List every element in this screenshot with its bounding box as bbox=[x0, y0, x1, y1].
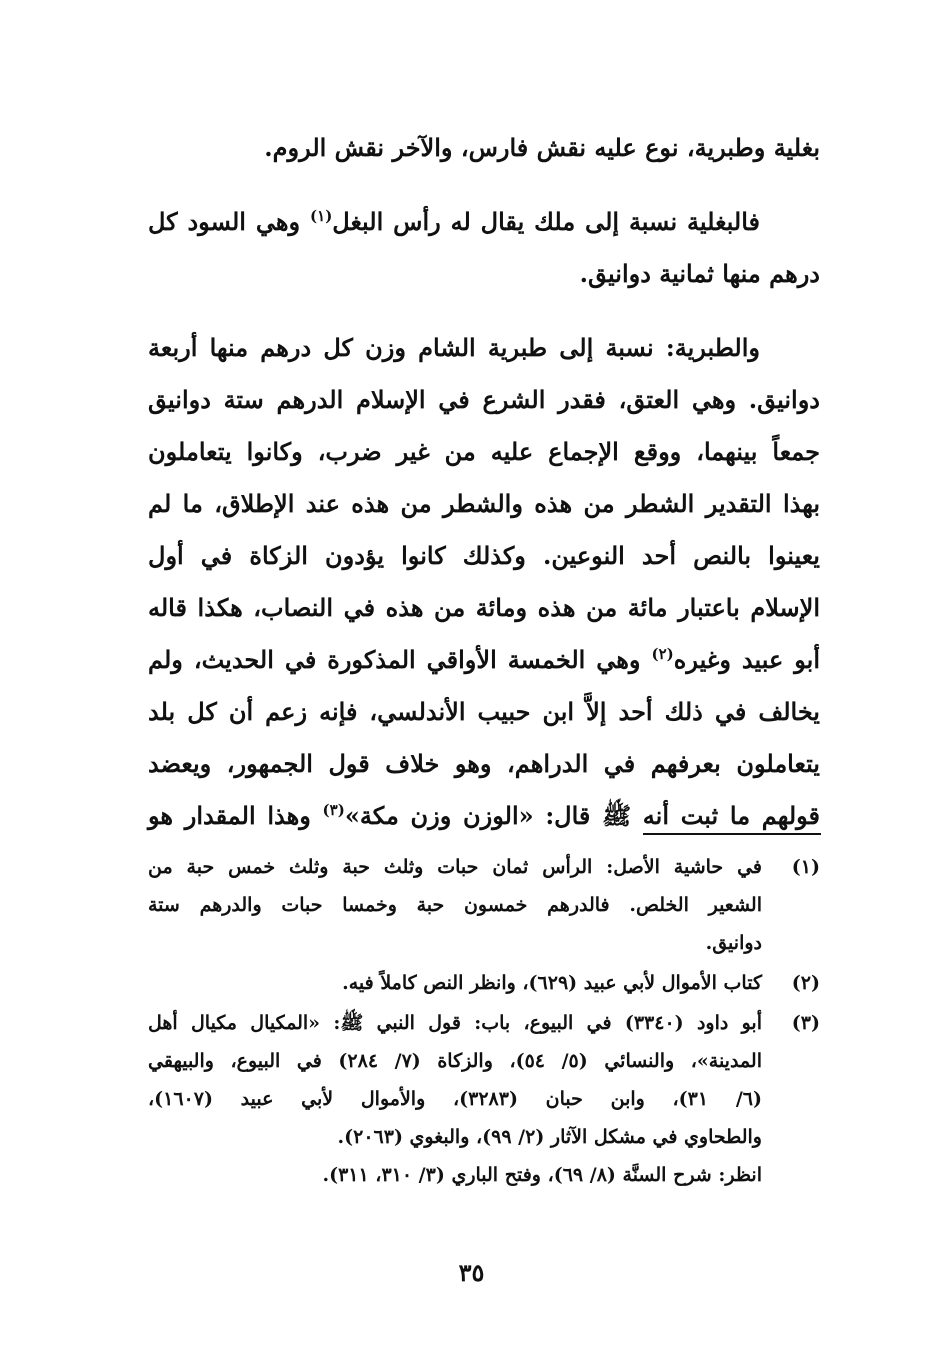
text-line: والطبرية: نسبة إلى طبرية الشام وزن كل درهم منها أربعة bbox=[148, 333, 760, 362]
footnote-ref-3[interactable]: (٣) bbox=[322, 801, 345, 819]
footnote-3 bbox=[148, 1004, 820, 1194]
text-line: يعينوا بالنص أحد النوعين. وكذلك كانوا يؤدون الزكاة في أول bbox=[148, 541, 820, 570]
text-segment: وهي السود كل bbox=[148, 207, 311, 236]
text-line: دوانيق. وهي العتق، فقدر الشرع في الإسلام الدرهم ستة دوانيق bbox=[148, 385, 820, 414]
footnote-number: (٢) bbox=[791, 972, 820, 994]
footnote-separator bbox=[643, 833, 821, 835]
text-line: جمعاً بينهما، ووقع الإجماع عليه من غير ضرب، وكانوا يتعاملون bbox=[148, 437, 820, 466]
text-segment: وهي الخمسة الأواقي المذكورة في الحديث، ولم bbox=[148, 645, 652, 674]
paragraph-2 bbox=[148, 196, 820, 300]
footnote-line: الشعير الخلص. فالدرهم خمسون حبة وخمسا حبات والدرهم ستة bbox=[148, 894, 762, 916]
page-number: ٣٥ bbox=[458, 1258, 485, 1287]
text-line: درهم منها ثمانية دوانيق. bbox=[579, 259, 820, 288]
paragraph-1 bbox=[148, 122, 820, 174]
text-segment: وهذا المقدار هو bbox=[148, 801, 323, 830]
text-segment: فالبغلية نسبة إلى ملك يقال له رأس البغل bbox=[332, 207, 761, 236]
footnote-line: المدينة»، والنسائي (٥/ ٥٤)، والزكاة (٧/ ٢٨٤) في البيوع، والبيهقي bbox=[148, 1050, 762, 1072]
text-line: الإسلام باعتبار مائة من هذه ومائة من هذه في النصاب، هكذا قاله bbox=[148, 593, 821, 622]
footnote-line: دوانيق. bbox=[705, 932, 762, 954]
footnote-line: والطحاوي في مشكل الآثار (٢/ ٩٩)، والبغوي (٢٠٦٣). bbox=[337, 1126, 762, 1148]
footnote-line: أبو داود (٣٣٤٠) في البيوع، باب: قول النبي ﷺ: «المكيال مكيال أهل bbox=[148, 1012, 762, 1034]
text-line: يخالف في ذلك أحد إلاَّ ابن حبيب الأندلسي، فإنه زعم أن كل بلد bbox=[148, 697, 820, 726]
footnote-1 bbox=[148, 848, 820, 962]
footnote-ref-2[interactable]: (٢) bbox=[651, 645, 674, 663]
text-line: يتعاملون بعرفهم في الدراهم، وهو خلاف قول الجمهور، ويعضد bbox=[148, 749, 820, 778]
text-line: بهذا التقدير الشطر من هذه والشطر من هذه عند الإطلاق، ما لم bbox=[148, 489, 820, 518]
footnote-number: (٣) bbox=[791, 1012, 820, 1034]
footnote-line: (٦/ ٣١)، وابن حبان (٣٢٨٣)، والأموال لأبي عبيد (١٦٠٧)، bbox=[148, 1088, 762, 1110]
footnote-line: انظر: شرح السنَّة (٨/ ٦٩)، وفتح الباري (٣/ ٣١٠، ٣١١). bbox=[322, 1164, 762, 1186]
text-segment: أبو عبيد وغيره bbox=[673, 645, 820, 674]
footnote-number: (١) bbox=[791, 856, 820, 878]
footnote-ref-1[interactable]: (١) bbox=[310, 207, 333, 225]
paragraph-3 bbox=[148, 322, 820, 842]
footnotes bbox=[148, 848, 820, 1194]
text-line bbox=[148, 196, 820, 248]
footnote-2 bbox=[148, 964, 820, 1002]
footnote-line: في حاشية الأصل: الرأس ثمان حبات وثلث حبة وثلث خمس حبة من bbox=[148, 856, 762, 878]
text-line: بغلية وطبرية، نوع عليه نقش فارس، والآخر نقش الروم. bbox=[264, 133, 820, 162]
text-line bbox=[148, 634, 820, 686]
text-segment: قولهم ما ثبت أنه ﷺ قال: «الوزن وزن مكة» bbox=[344, 801, 821, 830]
footnote-line: كتاب الأموال لأبي عبيد (٦٢٩)، وانظر النص كاملاً فيه. bbox=[342, 972, 762, 994]
